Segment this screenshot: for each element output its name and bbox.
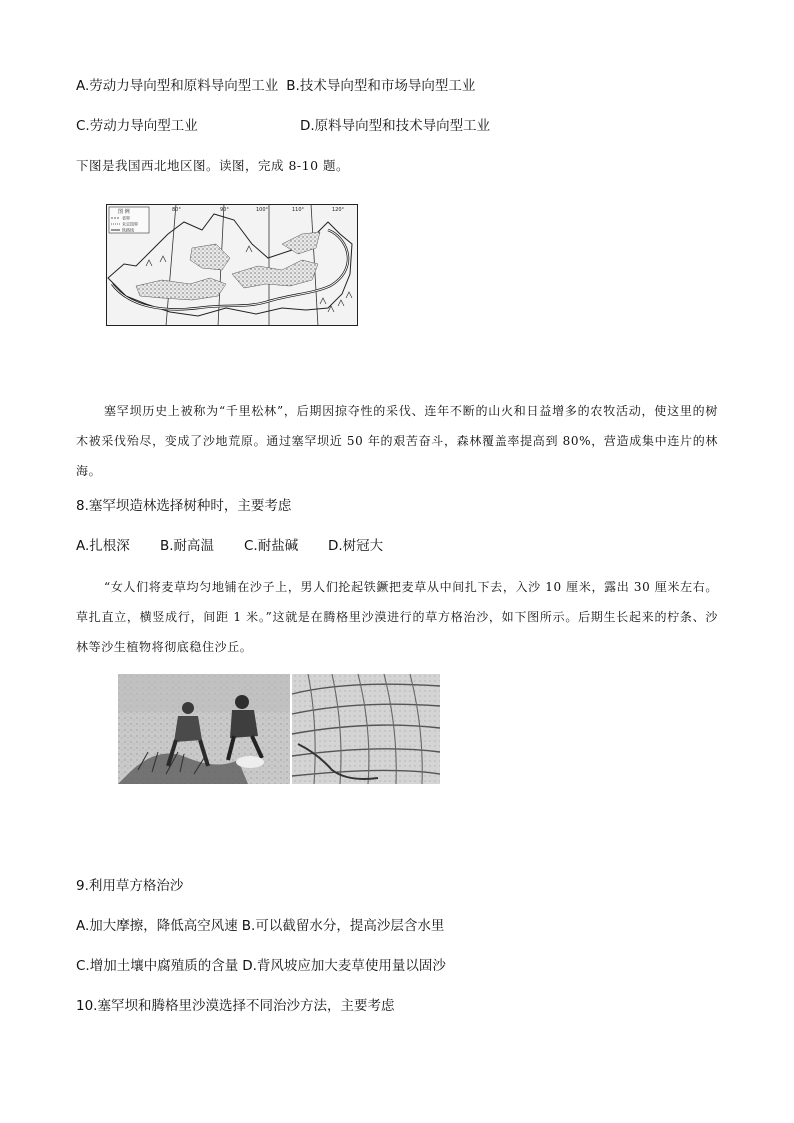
q9-option-c: C.增加土壤中腐殖质的含量 [76,958,239,974]
q8-option-c: C.耐盐碱 [244,538,299,554]
q7-options-row-1 [76,76,475,96]
map-legend-item-1: 省界 [122,215,130,221]
northwest-china-map [106,204,358,326]
workers-photo [118,674,290,784]
q9-options-row-1 [76,916,444,936]
q7-options-row-2 [76,116,490,136]
q9-stem: 9.利用草方格治沙 [76,878,184,894]
q9-option-b: B.可以截留水分，提高沙层含水里 [241,918,445,934]
saihanba-passage: 塞罕坝历史上被称为“千里松林”，后期因掠夺性的采伐、连年不断的山火和日益增多的农牧活动，使这里的树木被采伐殆尽，变成了沙地荒原。通过塞罕坝近 50 年的艰苦奋斗，森林覆盖率提高到 80%，营造成集中连片的林海。 [76,404,718,478]
q7-option-a: A.劳动力导向型和原料导向型工业 [76,78,279,94]
lon-label-5: 120° [332,207,345,213]
lon-label-1: 80° [172,207,181,213]
q8-option-b: B.耐高温 [160,538,215,554]
sand-grid-photo [292,674,440,784]
lon-label-2: 90° [220,207,229,213]
tengger-passage: “女人们将麦草均匀地铺在沙子上，男人们抡起铁鐝把麦草从中间扎下去，入沙 10 厘米，露出 30 厘米左右。草扎直立，横竖成行，间距 1 米。”这就是在腾格里沙漠进行的草方格治沙，如下图所示。后期生长起来的柠条、沙林等沙生植物将彻底稳住沙丘。 [76,580,718,654]
map-intro-text: 下图是我国西北地区图。读图，完成 8-10 题。 [76,158,350,173]
map-legend-item-2: 未定国界 [122,221,138,227]
q8-stem: 8.塞罕坝造林选择树种时，主要考虑 [76,498,292,514]
map-legend-title: 图 例 [118,209,130,215]
lon-label-4: 110° [292,207,305,213]
q8-options [76,536,383,556]
q7-option-d: D.原料导向型和技术导向型工业 [300,118,491,134]
q8-option-a: A.扎根深 [76,538,130,554]
q7-option-c: C.劳动力导向型工业 [76,118,198,134]
map-legend-item-3: 铁路线 [122,227,134,233]
q8-option-d: D.树冠大 [328,538,384,554]
q9-option-d: D.背风坡应加大麦草使用量以固沙 [242,958,446,974]
q10-stem: 10.塞罕坝和腾格里沙漠选择不同治沙方法，主要考虑 [76,998,395,1014]
q9-option-a: A.加大摩擦，降低高空风速 [76,918,238,934]
lon-label-3: 100° [256,207,269,213]
q7-option-b: B.技术导向型和市场导向型工业 [286,78,476,94]
straw-checkerboard-photos [118,674,440,784]
q9-options-row-2 [76,956,446,976]
